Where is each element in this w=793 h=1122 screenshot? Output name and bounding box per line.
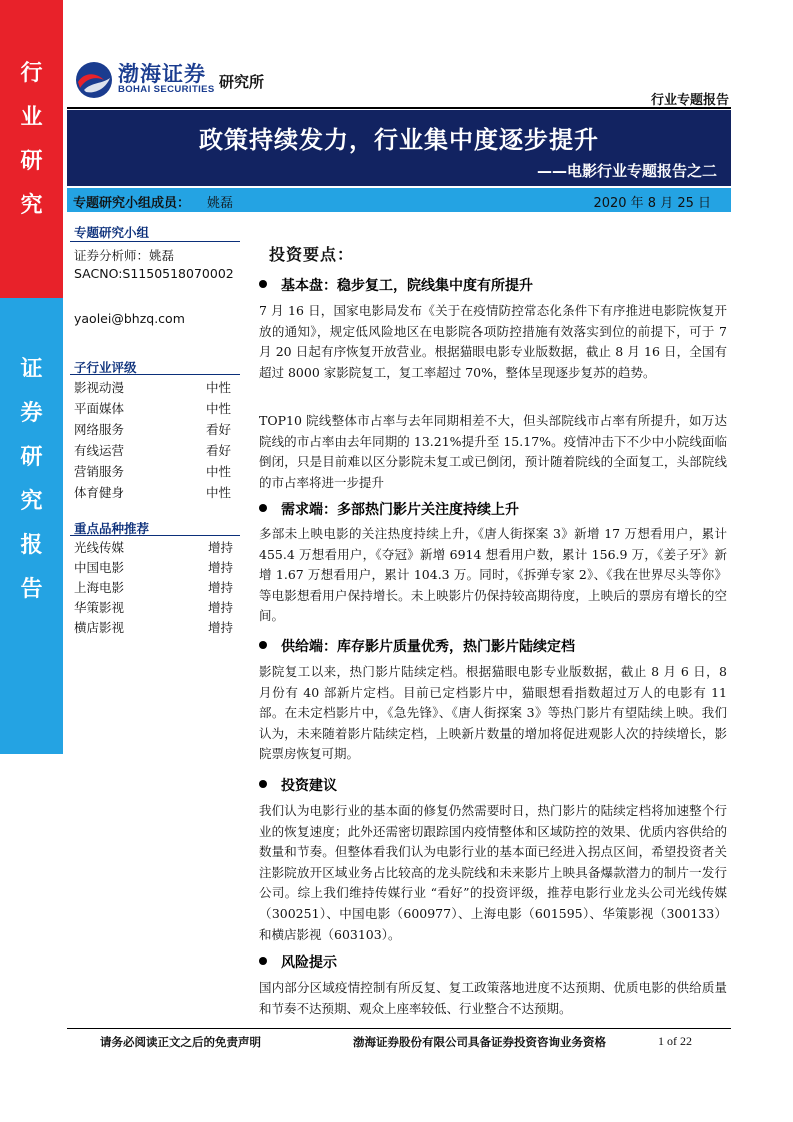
sidebar-char: 告 [20,577,43,602]
section-heading [259,275,533,295]
stock-row [74,578,234,596]
section-title: 投资建议 [281,778,337,794]
page-number: 1 of 22 [658,1034,692,1048]
rating-value: 中性 [206,380,232,395]
section-title: 风险提示 [281,955,337,971]
stock-rating: 增持 [208,560,234,575]
sidebar-char: 究 [20,489,43,514]
sac-number: SACNO:S1150518070002 [74,266,234,281]
section-divider [70,374,240,375]
page-title: 政策持续发力，行业集中度逐步提升 [199,126,599,154]
footer-divider [67,1028,731,1029]
paragraph: 多部未上映电影的关注热度持续上升，《唐人街探案 3》新增 17 万想看用户，累计 455.4 万想看用户，《夺冠》新增 6914 想看用户数，累计 156.9 万，《姜子牙》新增 1.67 万想看用户，累计 104.3 万。同时，《拆弹专家 2》、《我在世界尽头等你》等电影想看用户保持增长。未上映影片仍保持较高期待度，上映后的票房有增长的空间。 [259,526,727,624]
section-title: 需求端：多部热门影片关注度持续上升 [281,502,519,518]
sidebar-char: 报 [20,533,43,558]
bullet-icon [259,780,267,788]
sidebar-top-label [0,52,63,228]
rating-row [74,441,234,459]
stock-row [74,538,234,556]
bullet-icon [259,504,267,512]
section-heading [259,775,337,795]
report-type: 行业专题报告 [650,93,729,108]
logo-chinese-name: 渤海证券 [118,62,206,86]
sidebar-char: 证 [20,357,43,382]
rating-value: 看好 [206,422,232,437]
rating-row [74,483,234,501]
stock-rating: 增持 [208,580,234,595]
stock-name: 横店影视 [74,620,125,635]
rating-value: 中性 [206,464,232,479]
author-bar [67,188,731,212]
analyst-name: 证券分析师：姚磊 [74,248,175,263]
author-label: 专题研究小组成员： [73,196,191,211]
logo-institute: 研究所 [219,73,265,91]
rating-row [74,399,234,417]
title-band [67,110,731,186]
rating-sector: 平面媒体 [74,401,125,416]
stock-rating: 增持 [208,540,234,555]
footer-disclaimer: 请务必阅读正文之后的免责声明 [100,1035,261,1049]
paragraph: TOP10 院线整体市占率与去年同期相差不大，但头部院线市占率有所提升，如万达院线的市占率由去年同期的 13.21%提升至 15.17%。疫情冲击下不少中小院线面临倒闭，只是目前难以区分影院未复工或已倒闭，预计随着院线的全面复工，头部院线的市占率将进一步提升 [259,413,727,490]
paragraph: 7 月 16 日，国家电影局发布《关于在疫情防控常态化条件下有序推进电影院恢复开放的通知》，规定低风险地区在电影院各项防控措施有效落实到位的前提下，可于 7 月 20 日起有序恢复开放营业。根据猫眼电影专业版数据，截止 8 月 16 日，全国有超过 8000 家影院复工，复工率超过 70%，整体呈现逐步复苏的趋势。 [259,303,727,380]
stocks-title: 重点品种推荐 [74,521,150,536]
page-subtitle: ——电影行业专题报告之二 [536,162,717,180]
sidebar-char: 研 [20,445,43,470]
rating-title: 子行业评级 [74,360,137,375]
section-title: 基本盘：稳步复工，院线集中度有所提升 [281,278,533,294]
rating-sector: 营销服务 [74,464,125,479]
stock-row [74,598,234,616]
rating-value: 中性 [206,401,232,416]
sidebar-char: 研 [20,149,43,174]
paragraph: 影院复工以来，热门影片陆续定档。根据猫眼电影专业版数据，截止 8 月 6 日，8 月份有 40 部新片定档。目前已定档影片中，猫眼想看指数超过万人的电影有 11 部。在未定档影片中，《急先锋》、《唐人街探案 3》等热门影片有望陆续上映。我们认为，未来随着影片陆续定档，上映新片数量的增加将促进观影人次的持续增长，影院票房恢复可期。 [259,664,727,762]
sidebar-bottom-label [0,348,63,612]
rating-value: 中性 [206,485,232,500]
sidebar-char: 究 [20,193,43,218]
section-divider [70,535,240,536]
rating-row [74,420,234,438]
rating-sector: 网络服务 [74,422,125,437]
sidebar-char: 业 [20,105,43,130]
analyst-email[interactable]: yaolei@bhzq.com [74,311,185,326]
stock-rating: 增持 [208,600,234,615]
footer-qualification: 渤海证券股份有限公司具备证券投资咨询业务资格 [353,1035,606,1049]
stock-row [74,558,234,576]
section-heading [259,499,519,519]
report-date: 2020 年 8 月 25 日 [593,196,711,211]
section-divider [70,241,240,242]
section-title: 供给端：库存影片质量优秀，热门影片陆续定档 [281,639,575,655]
rating-sector: 影视动漫 [74,380,125,395]
bullet-icon [259,641,267,649]
section-heading [259,952,337,972]
paragraph: 我们认为电影行业的基本面的修复仍然需要时日，热门影片的陆续定档将加速整个行业的恢复速度；此外还需密切跟踪国内疫情整体和区域防控的效果、优质内容供给的数量和节奏。但整体看我们认为电影行业的基本面已经进入拐点区间，希望投资者关注影院放开区域业务占比较高的龙头院线和未来影片上映具备爆款潜力的制片一发行公司。综上我们维持传媒行业 “看好”的投资评级，推荐电影行业龙头公司光线传媒（300251）、中国电影（600977）、上海电影（601595）、华策影视（300133）和横店影视（603103）。 [259,803,727,942]
logo-english-name: BOHAI SECURITIES [118,84,215,95]
author-name: 姚磊 [207,196,234,211]
stock-row [74,618,234,636]
bohai-logo-icon [74,60,114,100]
bullet-icon [259,280,267,288]
stock-name: 光线传媒 [74,540,125,555]
sidebar-char: 券 [20,401,43,426]
rating-row [74,378,234,396]
paragraph: 国内部分区域疫情控制有所反复、复工政策落地进度不达预期、优质电影的供给质量和节奏不达预期、观众上座率较低、行业整合不达预期。 [259,980,727,1016]
rating-sector: 体育健身 [74,485,125,500]
stock-name: 华策影视 [74,600,125,615]
section-heading [259,636,575,656]
bullet-icon [259,957,267,965]
investment-highlights-heading: 投资要点： [269,245,355,264]
team-title: 专题研究小组 [74,225,150,240]
stock-name: 中国电影 [74,560,125,575]
sidebar-char: 行 [20,61,43,86]
rating-value: 看好 [206,443,232,458]
rating-row [74,462,234,480]
rating-sector: 有线运营 [74,443,125,458]
stock-rating: 增持 [208,620,234,635]
header-divider [67,107,731,109]
stock-name: 上海电影 [74,580,125,595]
